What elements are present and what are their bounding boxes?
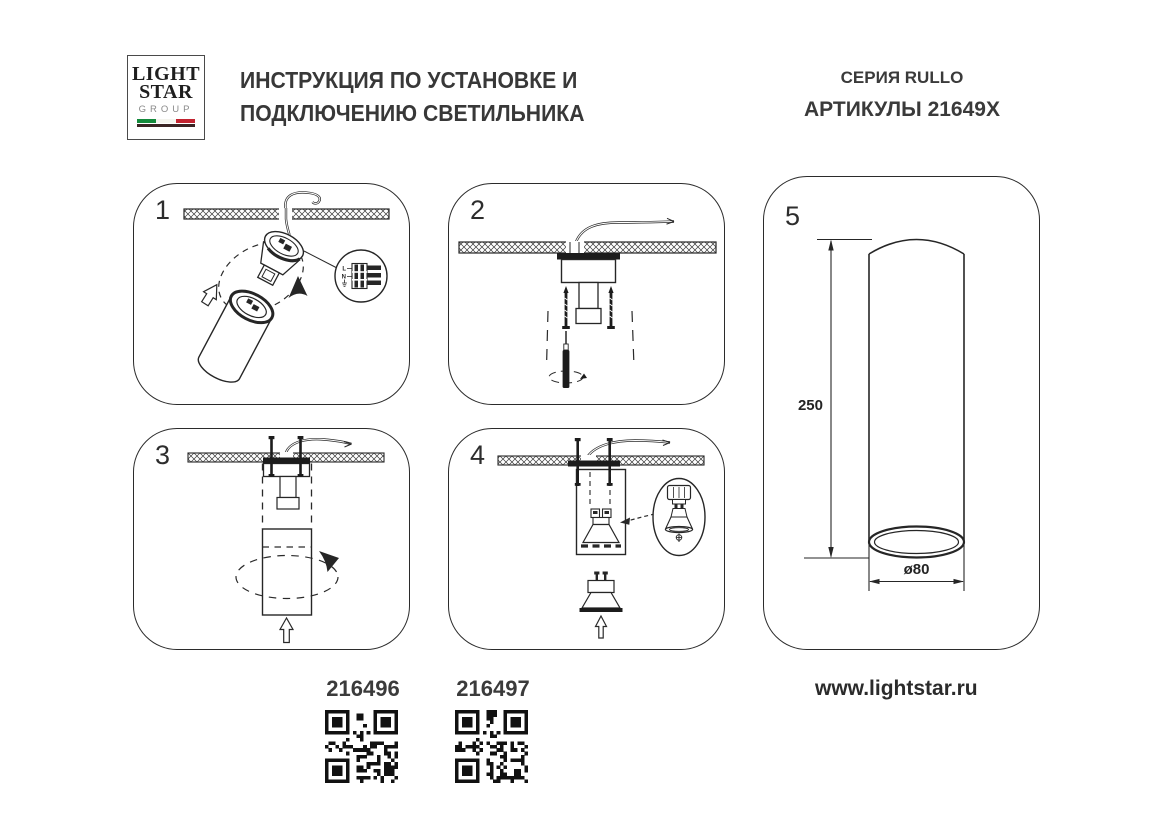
diameter-label: ø80 [903,561,930,578]
bulb-callout [620,479,705,556]
terminal-callout [304,250,387,302]
screwdriver [549,331,587,388]
series-block [788,68,1016,122]
page-title [240,64,584,130]
power-wire [576,218,674,242]
lamp-bulb [580,572,623,613]
step3-illustration [134,429,411,651]
step-number: 2 [470,195,486,225]
ceiling [459,241,716,254]
series-label: СЕРИЯ RULLO [840,68,964,87]
step-number: 1 [155,195,171,225]
logo-light: LIGHT [131,63,201,85]
power-wire [588,440,670,456]
wire-label-line: L [342,266,346,273]
step-number: 4 [470,440,486,470]
lightstar-logo [127,55,205,140]
step-number: 5 [785,201,801,231]
power-wire [286,439,352,452]
push-arrow [596,616,607,638]
qr-code [325,710,398,783]
step-panel-5 [763,176,1040,650]
push-arrow [280,618,293,643]
mounting-cup [263,458,310,510]
step-panel-1 [133,183,410,405]
step-panel-2 [448,183,725,405]
rotate-arrowhead [289,276,308,298]
title-line-1: ИНСТРУКЦИЯ ПО УСТАНОВКЕ И [240,67,578,93]
fixture-assembly [194,225,310,388]
height-dimension [798,240,872,559]
article-code: 216497 [456,676,530,701]
step2-illustration [449,184,726,406]
step4-illustration [449,429,726,651]
mounting-flange [568,461,620,467]
website-url: www.lightstar.ru [815,677,978,700]
step-panel-3 [133,428,410,650]
logo-group: GROUP [138,104,194,115]
articles-label: АРТИКУЛЫ 21649X [804,98,1000,121]
fixture-tube [263,529,312,615]
article-code: 216496 [326,676,400,701]
qr-code [455,710,528,783]
wire-label-neutral: N [341,274,346,281]
step-panel-4 [448,428,725,650]
logo-star: STAR [139,81,193,103]
height-label: 250 [797,397,823,414]
dimension-drawing [764,177,1041,651]
step-number: 3 [155,440,171,470]
italy-flag [137,119,195,123]
cylinder-drawing [869,240,964,558]
logo-underline [137,124,195,127]
title-line-2: ПОДКЛЮЧЕНИЮ СВЕТИЛЬНИКА [240,100,585,126]
step1-illustration [134,184,411,406]
